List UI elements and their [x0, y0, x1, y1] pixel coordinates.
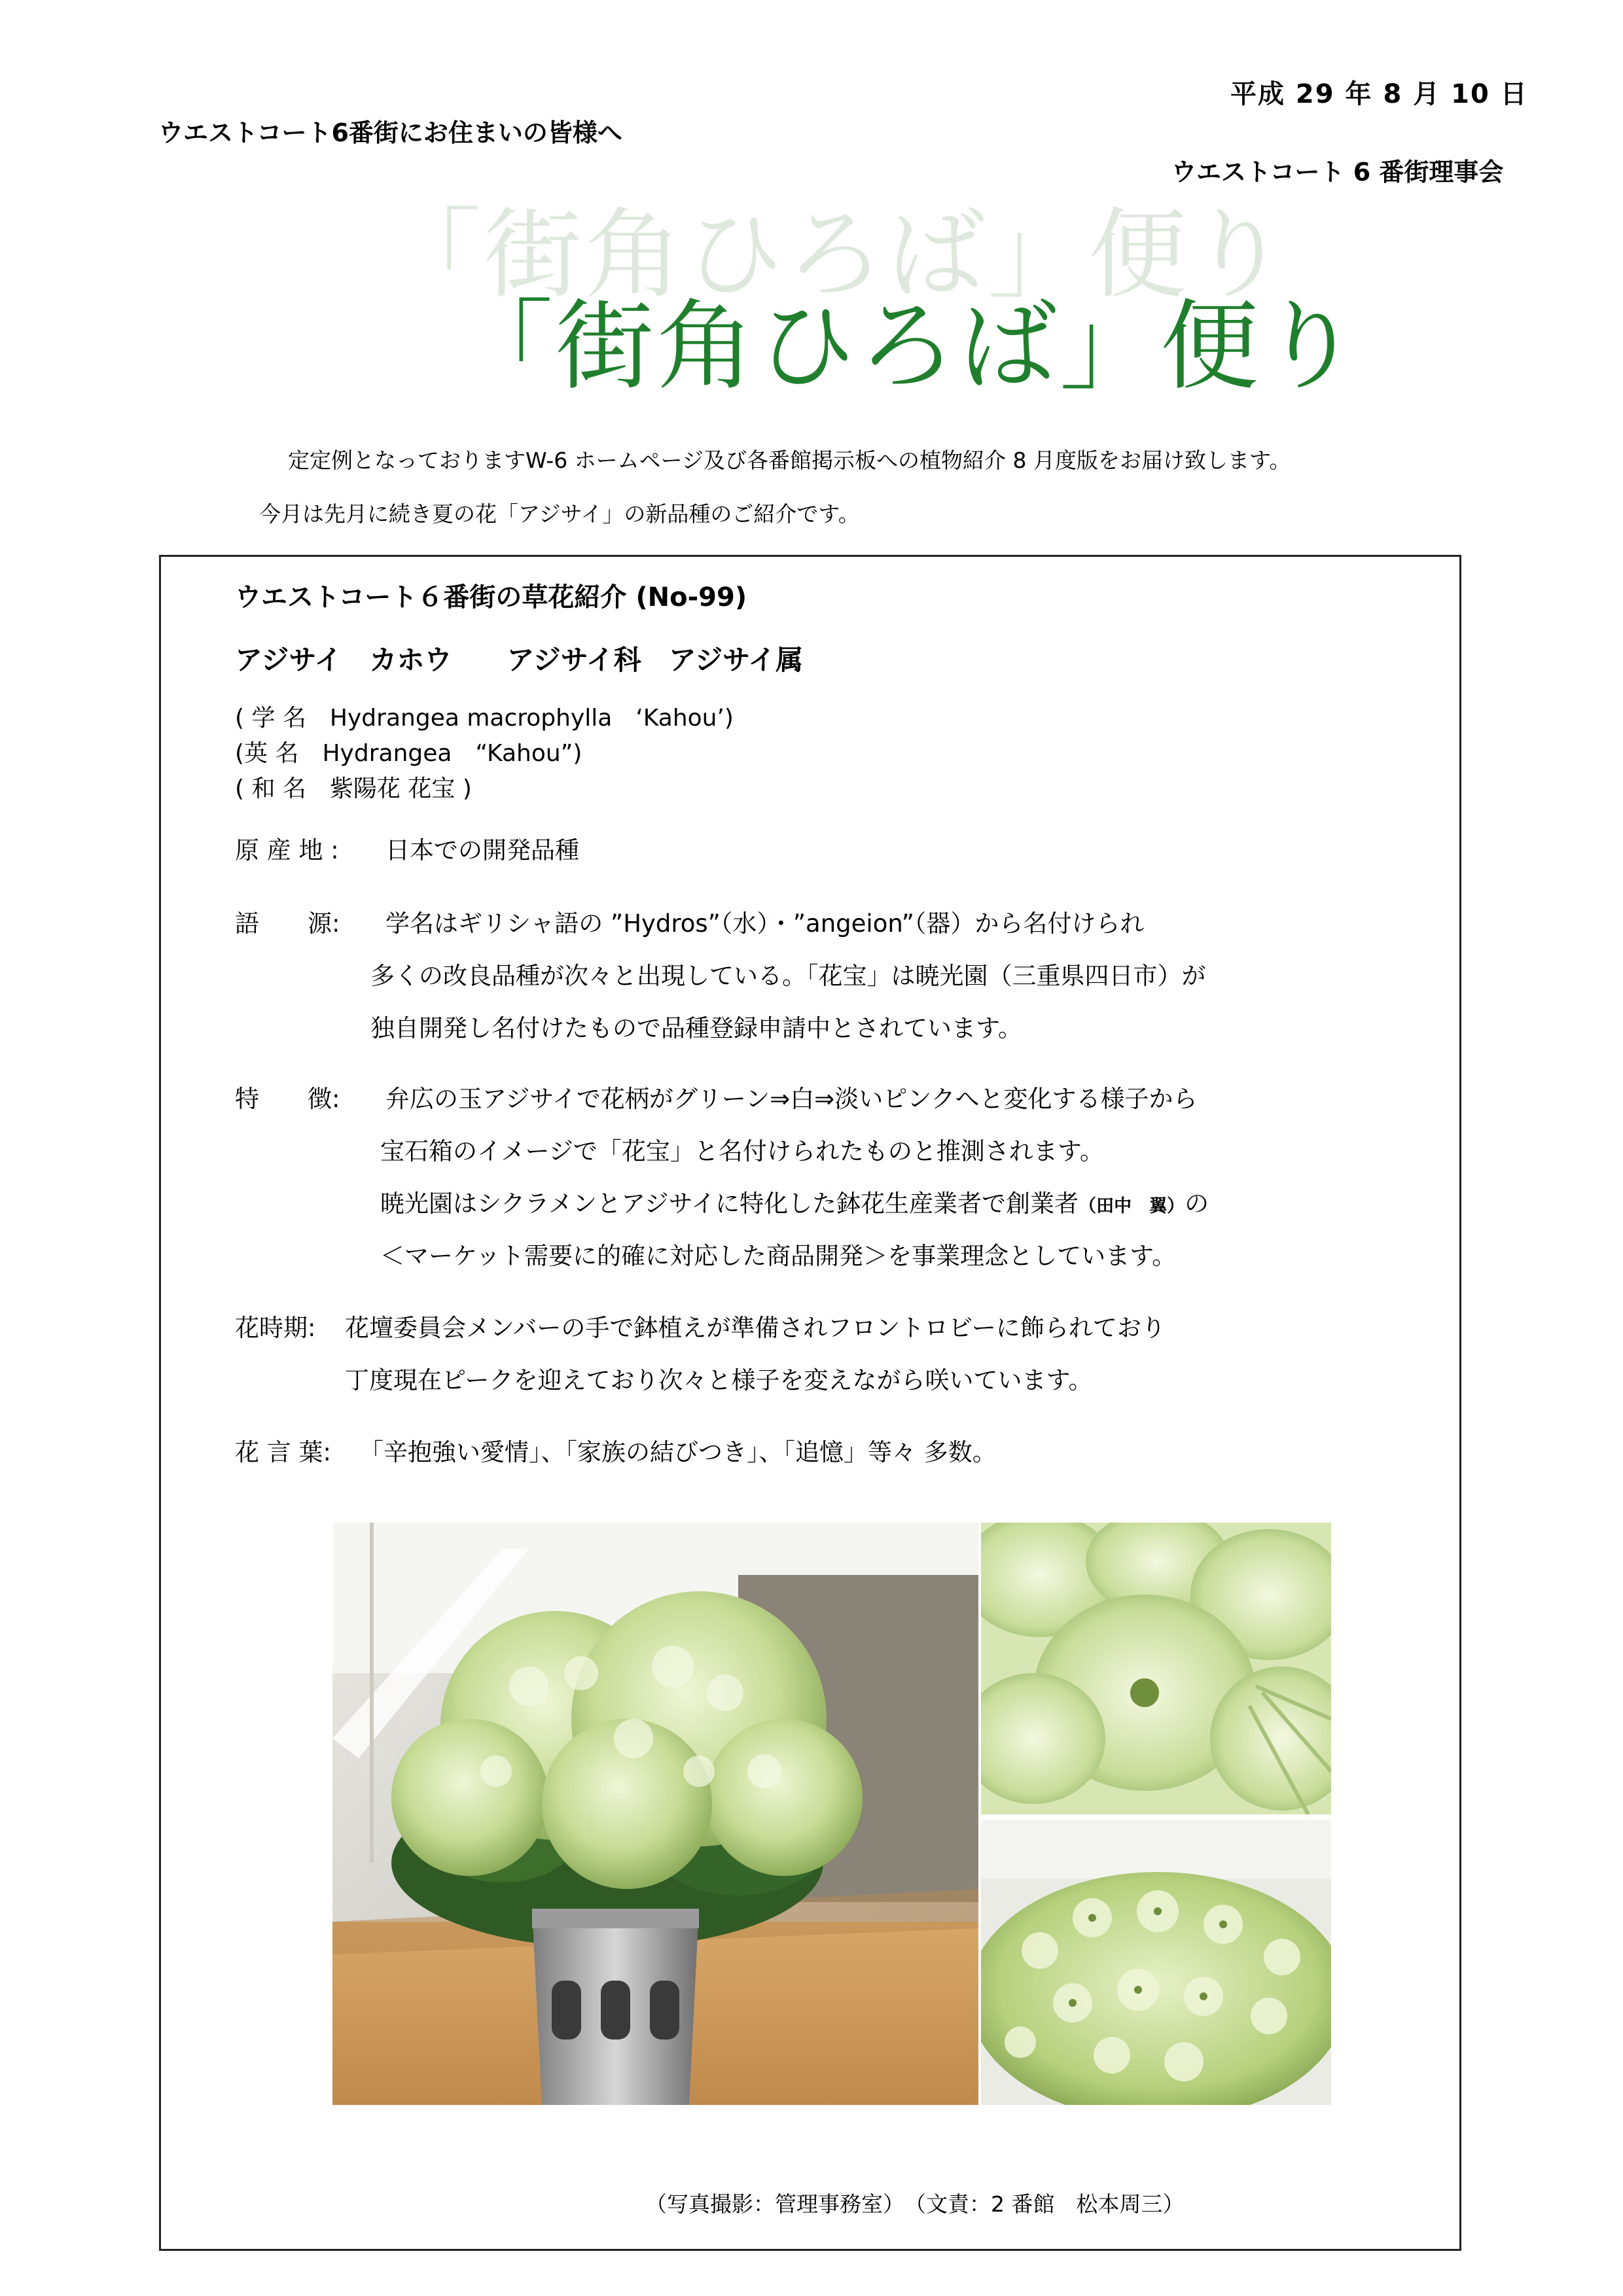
scientific-name: ( 学 名 Hydrangea macrophylla ‘Kahou’) [235, 705, 734, 732]
features-label: 特 徴: [235, 1085, 340, 1113]
season-row [235, 1308, 1166, 1343]
page-title: 「街角ひろば」便り [455, 290, 1363, 404]
sender: ウエストコート 6 番街理事会 [1171, 158, 1504, 186]
etymology-line-2: 多くの改良品種が次々と出現している。「花宝」は暁光園（三重県四日市）が [370, 962, 1206, 990]
document-date: 平成 29 年 8 月 10 日 [1230, 79, 1528, 109]
potted-hydrangea-image [332, 1523, 978, 2105]
article-heading: ウエストコート６番街の草花紹介 (No-99) [235, 582, 747, 612]
features-line-2: 宝石箱のイメージで「花宝」と名付けられたものと推測されます。 [380, 1137, 1104, 1165]
etymology-line-3: 独自開発し名付けたもので品種登録申請中とされています。 [370, 1014, 1023, 1042]
title-shadow: 「街角ひろば」便り [383, 198, 1291, 312]
features-row [235, 1079, 1197, 1114]
hydrangea-cluster-image [981, 1820, 1331, 2105]
photo-potted-hydrangea [332, 1523, 978, 2105]
origin-label: 原 産 地 : [235, 836, 339, 864]
etymology-line-1: 学名はギリシャ語の ”Hydros”（水）・”angeion”（器）から名付けられ [385, 910, 1145, 938]
intro-line-1: 定定例となっておりますW-6 ホームページ及び各番館掲示板への植物紹介 8 月度版をお届け致します。 [288, 448, 1291, 473]
hydrangea-closeup-image [981, 1523, 1331, 1814]
flower-language-row [235, 1432, 997, 1468]
addressee: ウエストコート6番街にお住まいの皆様へ [158, 118, 622, 147]
japanese-name: ( 和 名 紫陽花 花宝 ) [235, 775, 472, 802]
intro-line-2: 今月は先月に続き夏の花「アジサイ」の新品種のご紹介です。 [259, 501, 860, 527]
photo-credits: （写真撮影：管理事務室） （文責：2 番館 松本周三） [645, 2191, 1185, 2217]
photo-closeup-bottom [981, 1820, 1331, 2105]
origin-text: 日本での開発品種 [385, 836, 579, 864]
season-line-2: 丁度現在ピークを迎えており次々と様子を変えながら咲いています。 [345, 1366, 1093, 1394]
plant-name: アジサイ カホウ アジサイ科 アジサイ属 [235, 644, 804, 676]
etymology-row [235, 904, 1144, 939]
features-line-3-end: の [1185, 1190, 1209, 1218]
flower-language-text: 「辛抱強い愛情」、「家族の結びつき」、「追憶」等々 多数。 [359, 1438, 997, 1466]
season-line-1: 花壇委員会メンバーの手で鉢植えが準備されフロントロビーに飾られており [345, 1314, 1166, 1342]
features-line-3 [380, 1184, 1209, 1219]
english-name: (英 名 Hydrangea “Kahou”) [235, 740, 582, 767]
photo-closeup-top [981, 1523, 1331, 1814]
origin-row [235, 830, 579, 866]
features-line-4: ＜マーケット需要に的確に対応した商品開発＞を事業理念としています。 [380, 1242, 1177, 1270]
season-label: 花時期: [235, 1314, 316, 1342]
article-box [159, 555, 1461, 2251]
flower-language-label: 花 言 葉: [235, 1438, 331, 1466]
founder-name: （田中 翼） [1079, 1196, 1185, 1216]
features-line-3-text: 暁光園はシクラメンとアジサイに特化した鉢花生産業者で創業者 [380, 1190, 1079, 1218]
etymology-label: 語 源: [235, 910, 340, 938]
features-line-1: 弁広の玉アジサイで花柄がグリーン⇒白⇒淡いピンクへと変化する様子から [385, 1085, 1198, 1113]
